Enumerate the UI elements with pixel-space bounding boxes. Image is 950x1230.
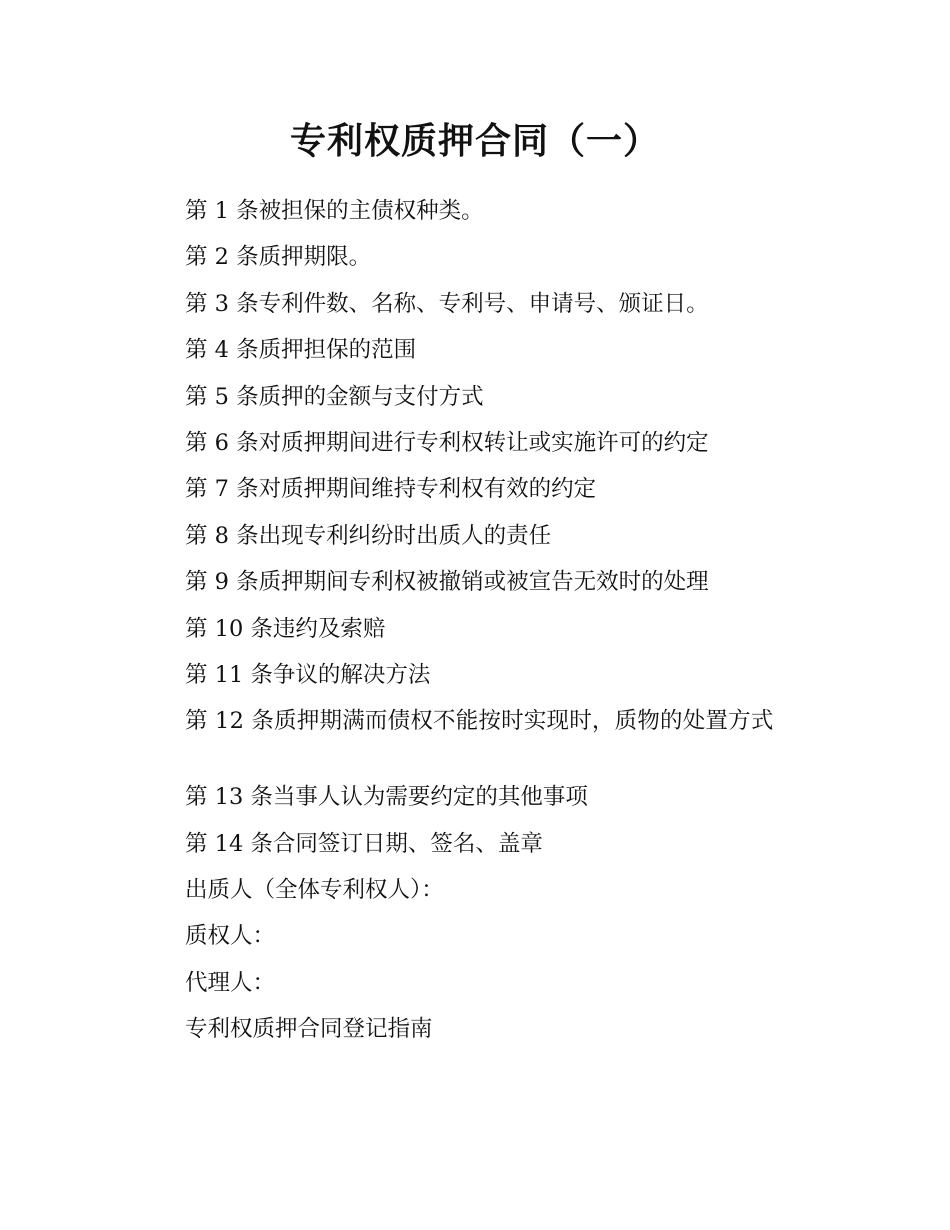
clause-8: 第 8 条出现专利纠纷时出质人的责任 [185,522,552,549]
pledgor-label: 出质人（全体专利权人）： [185,877,444,904]
clause-7: 第 7 条对质押期间维持专利权有效的约定 [185,476,597,503]
clause-10: 第 10 条违约及索赔 [185,615,386,642]
clause-2: 第 2 条质押期限。 [185,244,372,271]
clause-12: 第 12 条质押期满而债权不能按时实现时，质物的处置方式 [185,708,774,735]
clause-4: 第 4 条质押担保的范围 [185,337,417,364]
document-title: 专利权质押合同（一） [289,121,660,162]
clause-11: 第 11 条争议的解决方法 [185,661,431,688]
pledgee-label: 质权人： [185,923,276,950]
agent-label: 代理人： [185,969,276,996]
clause-5: 第 5 条质押的金额与支付方式 [185,383,484,410]
clause-14: 第 14 条合同签订日期、签名、盖章 [185,830,543,857]
clause-3: 第 3 条专利件数、名称、专利号、申请号、颁证日。 [185,290,709,317]
clause-6: 第 6 条对质押期间进行专利权转让或实施许可的约定 [185,429,709,456]
clause-9: 第 9 条质押期间专利权被撤销或被宣告无效时的处理 [185,569,709,596]
clause-1: 第 1 条被担保的主债权种类。 [185,198,484,224]
clause-13: 第 13 条当事人认为需要约定的其他事项 [185,784,588,811]
registration-guide-heading: 专利权质押合同登记指南 [185,1016,433,1043]
document-body [142,196,802,1061]
